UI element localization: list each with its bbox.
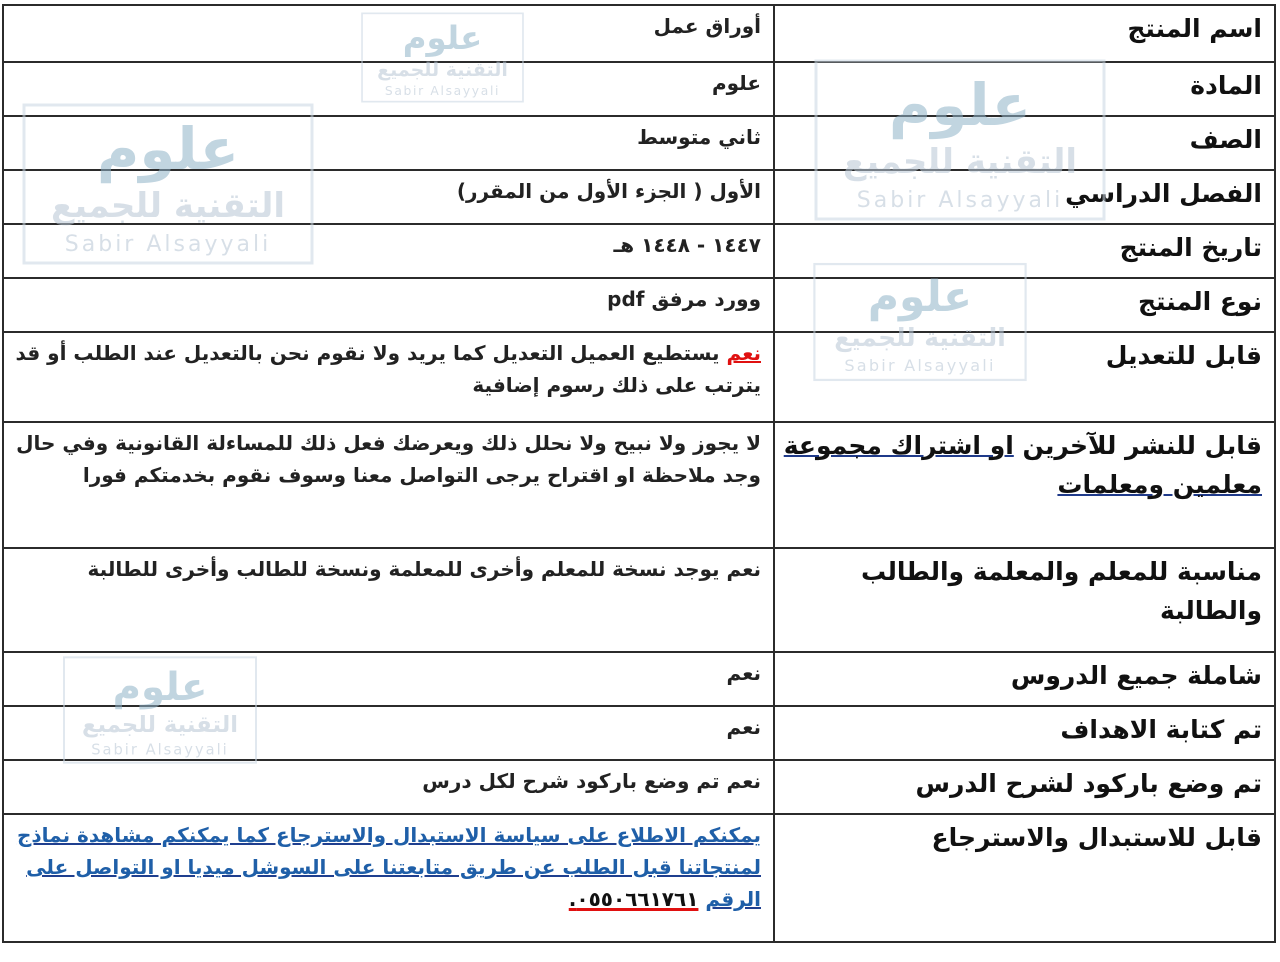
- row-label: مناسبة للمعلم والمعلمة والطالب والطالبة: [774, 548, 1275, 652]
- row-label: الصف: [774, 116, 1275, 170]
- row-label: الفصل الدراسي: [774, 170, 1275, 224]
- edit-note: يستطيع العميل التعديل كما يريد ولا نقوم نحن بالتعديل عند الطلب أو قد يترتب على ذلك رسوم إضافية: [15, 341, 761, 397]
- yes-highlight: نعم: [726, 341, 761, 365]
- table-row: [3, 422, 1275, 548]
- row-label: قابل للاستبدال والاسترجاع: [774, 814, 1275, 942]
- table-row: [3, 814, 1275, 942]
- row-value: وورد مرفق pdf: [3, 278, 774, 332]
- table-row: [3, 5, 1275, 62]
- svg-text:Sabir Alsayyali: Sabir Alsayyali: [384, 83, 501, 98]
- svg-text:علوم: علوم: [96, 115, 240, 183]
- svg-text:التقنية للجميع: التقنية للجميع: [377, 58, 508, 81]
- row-label: اسم المنتج: [774, 5, 1275, 62]
- svg-text:التقنية للجميع: التقنية للجميع: [842, 142, 1078, 182]
- row-value: نعم: [3, 652, 774, 706]
- row-value: نعم: [3, 706, 774, 760]
- row-label: المادة: [774, 62, 1275, 116]
- row-value: علوم: [3, 62, 774, 116]
- svg-text:Sabir Alsayyali: Sabir Alsayyali: [844, 356, 996, 376]
- label-part: قابل للنشر للآخرين: [1022, 431, 1262, 460]
- svg-text:Sabir Alsayyali: Sabir Alsayyali: [856, 188, 1064, 213]
- row-value: الأول ( الجزء الأول من المقرر): [3, 170, 774, 224]
- svg-text:التقنية للجميع: التقنية للجميع: [834, 323, 1006, 353]
- table-row: [3, 548, 1275, 652]
- policy-note: يمكنكم الاطلاع على سياسة الاستبدال والاسترجاع كما يمكنكم مشاهدة نماذج لمنتجاتنا قبل الطلب عن طريق متابعتنا على السوشل ميديا او التواصل على الرقم: [16, 823, 761, 911]
- row-value: [3, 332, 774, 422]
- row-label: تم كتابة الاهداف: [774, 706, 1275, 760]
- watermark-logo: [60, 650, 260, 770]
- svg-text:علوم: علوم: [888, 71, 1032, 139]
- row-value: أوراق عمل: [3, 5, 774, 62]
- svg-text:التقنية للجميع: التقنية للجميع: [82, 712, 238, 738]
- phone-number: ٠٥٥٠٦٦١٧٦١.: [568, 887, 699, 911]
- row-label: قابل للتعديل: [774, 332, 1275, 422]
- svg-text:علوم: علوم: [112, 665, 208, 710]
- svg-text:Sabir Alsayyali: Sabir Alsayyali: [64, 232, 272, 257]
- row-label: تاريخ المنتج: [774, 224, 1275, 278]
- svg-text:علوم: علوم: [402, 19, 483, 58]
- row-value: [3, 814, 774, 942]
- row-value: ١٤٤٧ - ١٤٤٨ هـ: [3, 224, 774, 278]
- watermark-logo: [810, 55, 1110, 225]
- row-value: ثاني متوسط: [3, 116, 774, 170]
- row-label: تم وضع باركود لشرح الدرس: [774, 760, 1275, 814]
- row-value: لا يجوز ولا نبيح ولا نحلل ذلك ويعرضك فعل ذلك للمساءلة القانونية وفي حال وجد ملاحظة او اقتراح يرجى التواصل معنا وسوف نقوم بخدمتكم فورا: [3, 422, 774, 548]
- table-row: [3, 332, 1275, 422]
- row-label: شاملة جميع الدروس: [774, 652, 1275, 706]
- table-row: [3, 278, 1275, 332]
- row-value: نعم تم وضع باركود شرح لكل درس: [3, 760, 774, 814]
- label-underlined: او اشتراك مجموعة معلمين ومعلمات: [783, 431, 1262, 499]
- row-label: [774, 422, 1275, 548]
- watermark-logo: [350, 10, 535, 105]
- row-value: نعم يوجد نسخة للمعلم وأخرى للمعلمة ونسخة للطالب وأخرى للطالبة: [3, 548, 774, 652]
- row-label: نوع المنتج: [774, 278, 1275, 332]
- svg-text:التقنية للجميع: التقنية للجميع: [50, 186, 286, 226]
- watermark-logo: [18, 98, 318, 270]
- watermark-logo: [810, 258, 1030, 386]
- svg-text:علوم: علوم: [867, 273, 973, 322]
- svg-text:Sabir Alsayyali: Sabir Alsayyali: [91, 741, 229, 759]
